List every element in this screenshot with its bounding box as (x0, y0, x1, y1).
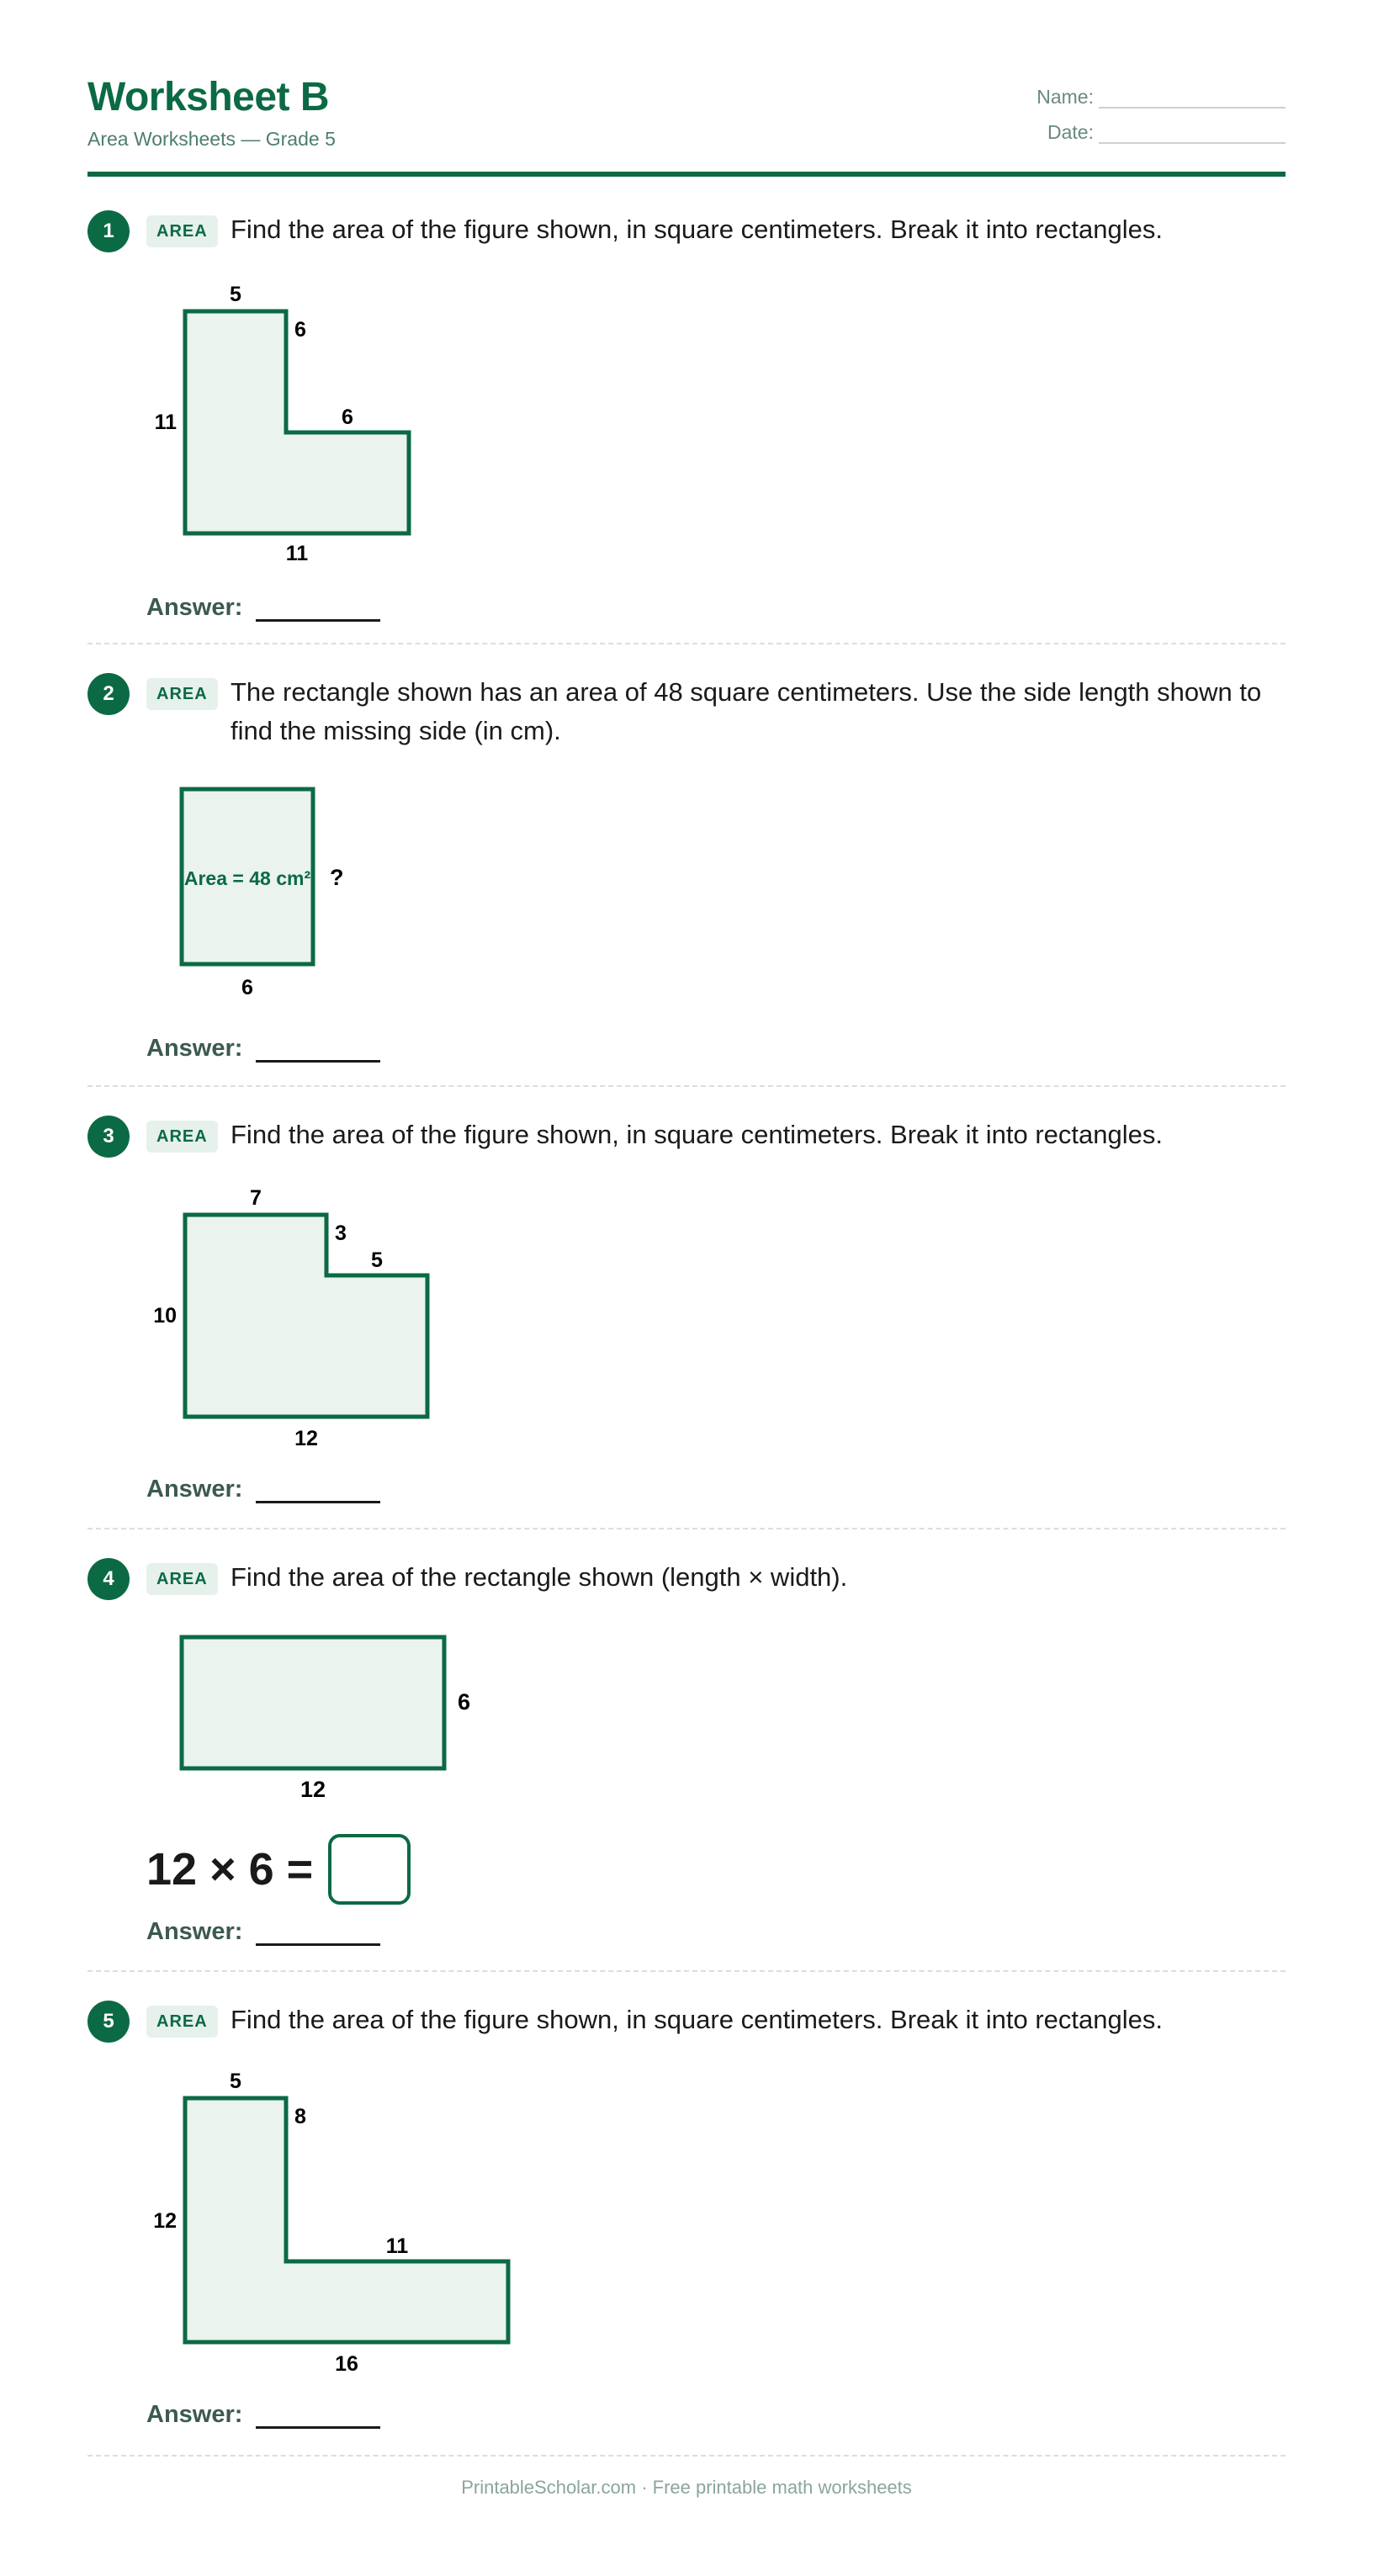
answer-blank[interactable] (256, 1040, 380, 1063)
question-text: Find the area of the rectangle shown (length × width). (231, 1562, 848, 1592)
answer-blank[interactable] (256, 599, 380, 622)
date-field[interactable] (1047, 121, 1286, 144)
label-bottom: 6 (241, 976, 253, 999)
l-shape-outline (185, 2098, 508, 2342)
problem-5 (87, 2001, 1286, 2457)
question-text: Find the area of the figure shown, in square centimeters. Break it into rectangles. (231, 2005, 1163, 2034)
answer-label: Answer: (146, 594, 243, 621)
label-area: Area = 48 cm² (183, 867, 311, 889)
footer: PrintableScholar.com · Free printable math worksheets (461, 2477, 912, 2498)
answer-row (146, 2401, 380, 2429)
figure-l-shape (87, 1116, 1286, 1528)
answer-blank[interactable] (256, 2406, 380, 2429)
page-title: Worksheet B (87, 75, 330, 119)
answer-row (146, 1476, 380, 1503)
label-top: 5 (230, 2070, 241, 2093)
problem-number: 1 (87, 210, 130, 252)
area-tag: AREA (146, 678, 218, 710)
label-bottom: 12 (300, 1777, 326, 1802)
answer-row (146, 1918, 380, 1946)
problem-number: 5 (87, 2001, 130, 2043)
date-label: Date: (1047, 121, 1094, 143)
label-inner-vertical: 3 (335, 1222, 347, 1245)
problem-number: 3 (87, 1116, 130, 1158)
answer-label: Answer: (146, 1918, 243, 1945)
l-shape-outline (185, 1215, 427, 1417)
label-inner-horizontal: 5 (371, 1248, 383, 1272)
equation-answer-box[interactable] (328, 1834, 411, 1905)
question-text: Find the area of the figure shown, in square centimeters. Break it into rectangles. (231, 215, 1163, 244)
label-bottom: 11 (285, 542, 309, 565)
label-inner-horizontal: 11 (385, 2234, 409, 2258)
problem-1 (87, 210, 1286, 644)
date-line[interactable] (1099, 124, 1286, 144)
answer-label: Answer: (146, 1476, 243, 1503)
answer-row (146, 1035, 380, 1063)
problem-4 (87, 1558, 1286, 1972)
area-tag: AREA (146, 2006, 218, 2038)
question-text: Find the area of the figure shown, in square centimeters. Break it into rectangles. (231, 1120, 1163, 1149)
answer-blank[interactable] (256, 1923, 380, 1946)
area-tag: AREA (146, 215, 218, 247)
worksheet-page (87, 0, 1286, 2576)
answer-blank[interactable] (256, 1481, 380, 1503)
label-right: ? (330, 865, 344, 890)
answer-label: Answer: (146, 1035, 243, 1062)
name-field[interactable] (1036, 86, 1286, 109)
label-top: 7 (250, 1186, 262, 1210)
area-tag: AREA (146, 1121, 218, 1153)
label-left: 11 (154, 411, 177, 434)
label-right: 6 (458, 1689, 471, 1715)
name-line[interactable] (1099, 88, 1286, 109)
area-tag: AREA (146, 1563, 218, 1595)
figure-rectangle (87, 1558, 1286, 1970)
multiplication-equation (146, 1834, 411, 1905)
figure-l-shape (87, 2001, 1286, 2455)
label-left: 12 (153, 2209, 177, 2233)
answer-label: Answer: (146, 2401, 243, 2428)
l-shape-outline (185, 311, 409, 533)
label-inner-vertical: 6 (294, 318, 306, 342)
answer-row (146, 594, 380, 622)
problem-number: 4 (87, 1558, 130, 1600)
label-bottom: 12 (294, 1427, 318, 1450)
equation-text: 12 × 6 = (146, 1844, 314, 1895)
label-left: 10 (153, 1304, 177, 1328)
page-subtitle: Area Worksheets — Grade 5 (87, 128, 336, 150)
question-text: The rectangle shown has an area of 48 square centimeters. Use the side length shown to find the missing side (in cm). (231, 677, 1262, 745)
worksheet-header (87, 74, 1286, 177)
problem-3 (87, 1116, 1286, 1529)
name-label: Name: (1036, 86, 1094, 108)
figure-rectangle-area (87, 673, 1286, 1085)
problem-2 (87, 673, 1286, 1087)
label-inner-horizontal: 6 (342, 405, 353, 429)
figure-l-shape (87, 210, 1286, 643)
label-top: 5 (230, 283, 241, 306)
rectangle-outline (182, 1637, 444, 1768)
label-bottom: 16 (335, 2352, 358, 2376)
problem-number: 2 (87, 673, 130, 715)
label-inner-vertical: 8 (294, 2105, 306, 2128)
